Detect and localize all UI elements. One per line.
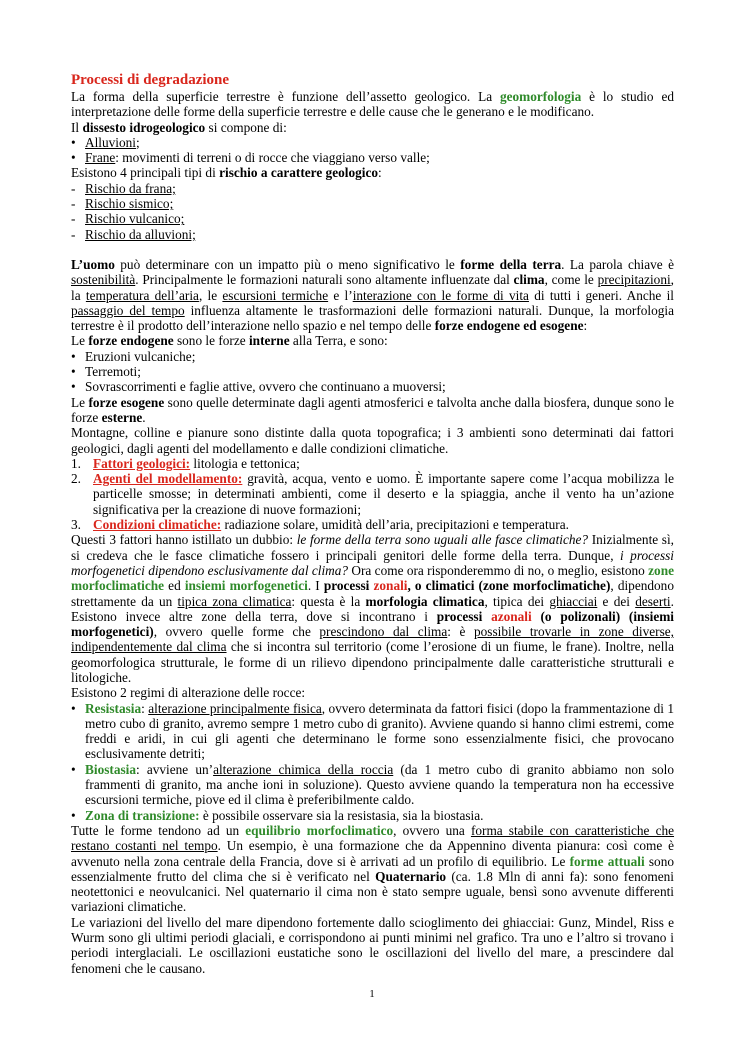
list-item: [71, 808, 674, 823]
text: Tutte le forme tendono ad un: [71, 822, 246, 838]
underlined-text: deserti: [635, 593, 671, 609]
text: può determinare con un impatto più o meno significativo le: [114, 256, 461, 272]
term: esterne: [101, 409, 143, 425]
term-rischio: rischio a carattere geologico: [219, 165, 378, 181]
term: azonali: [491, 608, 532, 624]
list-item: [71, 517, 674, 532]
text: , la: [71, 272, 674, 303]
underlined-text: possibile trovarle in zone diverse, indipendentemente dal clima: [71, 624, 674, 655]
text: alla Terra, e sono:: [289, 333, 388, 349]
underlined-text: temperatura dell’aria: [85, 287, 199, 303]
text: Il: [71, 119, 83, 135]
underlined-text: prescindono dal clima: [319, 624, 448, 640]
list-number: 3.: [71, 517, 81, 533]
list-item-text: , ovvero determinata da fattori fisici (dopo la frammentazione di 1 metro cubo di granito, avremo sempre 1 metro cubo di granito). Avviene quando si hanno climi estremi, come freddi e aridi, in cui gli agenti che determinano le forme sono essenzialmente fisici, che provocano esclusivamente detriti;: [85, 700, 674, 762]
term: processi: [323, 578, 374, 594]
text: . Un esempio, è una formazione che da Appennino diventa pianura: così come è avvenuto nella zona centrale della Francia, dove si è arrivati ad un profilo di equilibrio. Le: [71, 838, 674, 869]
text: , ovvero una: [393, 822, 471, 838]
term: forme attuali: [569, 853, 645, 869]
text: . Esistono invece altre zone della terra, dove si incontrano i: [71, 593, 674, 624]
text: , come le: [544, 272, 598, 288]
text: . I: [307, 578, 324, 594]
list-item: • Sovrascorrimenti e faglie attive, ovvero che continuano a muoversi;: [71, 379, 674, 394]
list-item: [71, 471, 674, 517]
underlined-text: escursioni termiche: [222, 287, 329, 303]
dissesto-paragraph: [71, 120, 674, 135]
rischi-list: [71, 181, 674, 242]
text: , ovvero quelle forme che: [153, 624, 320, 640]
underlined-text: sostenibilità: [71, 272, 136, 288]
text: è lo studio ed interpretazione delle forme della superficie terrestre e delle cause che le generano e le modificano.: [71, 89, 674, 120]
text: , tipica dei: [484, 593, 550, 609]
spacer: [71, 242, 674, 257]
text: e l’: [328, 287, 353, 303]
text: :: [378, 165, 382, 181]
ambienti-paragraph: Montagne, colline e pianure sono distinte dalla quota topografica; i 3 ambienti sono determinati dai fattori geologici, dagli agenti del modellamento e dalle condizioni climatiche.: [71, 425, 674, 456]
term-geomorfologia: geomorfologia: [499, 89, 582, 104]
mare-paragraph: Le variazioni del livello del mare dipendono fortemente dallo scioglimento dei ghiacciai: Gunz, Mindel, Riss e Wurm sono gli ultimi periodi glaciali, e corrispondono ai punti minimi nel grafico. Tra uno e l’altro si trovano i periodi interglaciali. Le oscillazioni eustatiche sono le oscillazioni del livello del mare, a prescindere dal fenomeni che le causano.: [71, 914, 674, 976]
list-item-text: Rischio da alluvioni;: [85, 226, 196, 242]
list-item: [71, 456, 674, 471]
underlined-text: alterazione chimica della roccia: [213, 761, 394, 777]
text: , dipendono strettamente da un: [71, 578, 674, 609]
underlined-text: alterazione principalmente fisica: [148, 700, 322, 716]
term: forme della terra: [460, 256, 562, 272]
text: Questi 3 fattori hanno istillato un dubbio:: [71, 532, 297, 548]
text: sono le forze: [173, 333, 249, 349]
list-item-text: Rischio da frana;: [85, 180, 176, 196]
list-item-text: radiazione solare, umidità dell’aria, precipitazioni e temperatura.: [221, 517, 569, 533]
list-item-term: Biostasia: [85, 761, 136, 777]
list-item: • Eruzioni vulcaniche;: [71, 349, 674, 364]
list-item-text: litologia e tettonica;: [190, 455, 300, 471]
text: .: [142, 409, 146, 425]
term: forze endogene ed esogene: [434, 318, 584, 334]
list-item-term: Agenti del modellamento:: [93, 471, 243, 487]
list-item-term: Alluvioni: [85, 134, 136, 150]
list-item-text: gravità, acqua, vento e uomo. È importante sapere come l’acqua mobilizza le particelle smosse; in determinati ambienti, come il deserto e la spiaggia, anche il vento ha un’azione significativa per la creazione di nuove formazioni;: [93, 471, 675, 517]
text: si compone di:: [205, 119, 287, 135]
list-item-term: Resistasia: [85, 700, 142, 716]
term: , o climatici (zone morfoclimatiche): [407, 578, 611, 594]
list-item: [71, 135, 674, 150]
list-item: [71, 762, 674, 808]
list-item: • Terremoti;: [71, 364, 674, 379]
list-item-text: è possibile osservare sia la resistasia, sia la biostasia.: [199, 807, 484, 823]
text: Esistono 4 principali tipi di: [71, 165, 220, 181]
text: Le: [71, 333, 89, 349]
list-number: 2.: [71, 471, 81, 487]
term-dissesto: dissesto idrogeologico: [82, 119, 206, 135]
esogene-paragraph: [71, 395, 674, 426]
text: La forma della superficie terrestre è funzione dell’assetto geologico. La: [71, 89, 500, 104]
document-page: [71, 72, 674, 976]
term: morfologia climatica: [365, 593, 485, 609]
text: di tutti i generi. Anche il: [528, 287, 674, 303]
list-item-text: (da 1 metro cubo di granito abbiamo non solo frammenti di granito, ma anche ioni in soluzione). Questo avviene quando la temperatura non ha eccessive escursioni termiche, piove ed il clima è preferibilmente caldo.: [85, 761, 675, 808]
list-item-term: Condizioni climatiche:: [93, 517, 222, 533]
underlined-text: passaggio del tempo: [71, 302, 185, 318]
list-item: [71, 701, 674, 762]
section-title: Processi di degradazione: [71, 72, 230, 88]
text: Ora come ora risponderemmo di no, o meglio, esistono: [348, 562, 649, 578]
text: Le: [71, 394, 89, 410]
list-item-text: : avviene un’: [135, 761, 214, 777]
italic-text: le forme della terra sono uguali alle fasce climatiche?: [296, 532, 589, 548]
list-item-text: :: [141, 700, 149, 716]
list-item-term: Fattori geologici:: [93, 455, 191, 471]
rischi-paragraph: [71, 165, 674, 180]
text: , le: [198, 287, 223, 303]
list-item-term: Frane: [85, 150, 116, 166]
list-item-text: ;: [135, 134, 140, 150]
term: zonali: [373, 578, 408, 594]
underlined-text: interazione con le forme di vita: [352, 287, 529, 303]
dissesto-list: [71, 135, 674, 166]
endogene-paragraph: [71, 333, 674, 348]
endogene-list: [71, 349, 674, 395]
term: insiemi morfogenetici: [184, 578, 308, 594]
term: Quaternario: [375, 868, 447, 884]
italic-text: i processi morfogenetici dipendono esclusivamente dal clima?: [71, 547, 674, 578]
text: sono quelle determinate dagli agenti atmosferici e talvolta anche dalla biosfera, dunque sono le forze: [71, 394, 674, 425]
term: clima: [513, 272, 545, 288]
text: sono essenzialmente frutto del clima che si è verificato nel: [71, 853, 674, 884]
dubbio-paragraph: [71, 532, 674, 685]
term: (o polizonali) (insiemi morfogenetici): [71, 608, 674, 640]
list-item: [71, 181, 674, 196]
term: processi: [436, 608, 492, 624]
underlined-text: precipitazioni: [597, 272, 671, 288]
term: zone morfoclimatiche: [71, 562, 674, 594]
text: influenza altamente le trasformazioni delle formazioni naturali. Dunque, la morfologia terrestre è il prodotto dell’interazione nello spazio e nel tempo delle: [71, 302, 674, 334]
equilibrio-paragraph: [71, 823, 674, 915]
underlined-text: tipica zona climatica: [177, 593, 292, 609]
underlined-text: ghiacciai: [549, 593, 598, 609]
term: forze endogene: [88, 333, 174, 349]
text: . Principalmente le formazioni naturali sono altamente influenzate dal: [135, 272, 514, 288]
list-item-text: Rischio sismico;: [85, 196, 174, 212]
uomo-paragraph: [71, 257, 674, 333]
fattori-list: [71, 456, 674, 532]
intro-paragraph: [71, 89, 674, 120]
term: interne: [248, 333, 290, 349]
text: : questa è la: [291, 593, 366, 609]
text: che si incontra sul territorio (come l’erosione di un fiume, le frane). Inoltre, nella geomorfologica strutturale, le forme di un rilievo dipendono principalmente dalle caratteristiche strutturali e litologiche.: [71, 639, 674, 685]
term: L’uomo: [71, 256, 115, 272]
text: . La parola chiave è: [561, 256, 674, 272]
text: ed: [164, 578, 185, 594]
underlined-text: forma stabile con caratteristiche che restano costanti nel tempo: [71, 822, 675, 854]
term: equilibrio morfoclimatico: [245, 822, 394, 838]
list-item-term: Zona di transizione:: [85, 807, 200, 823]
list-item-text: : movimenti di terreni o di rocce che viaggiano verso valle;: [115, 150, 430, 166]
text: Inizialmente sì, si credeva che le fasce climatiche fossero i principali genitori delle forme della terra. Dunque,: [71, 532, 674, 563]
list-item: [71, 196, 674, 211]
term: forze esogene: [88, 394, 165, 410]
text: : è: [447, 624, 474, 640]
text: e dei: [597, 593, 636, 609]
text: :: [583, 318, 588, 334]
regimi-list: [71, 701, 674, 823]
text: (ca. 1.8 Mln di anni fa): sono fenomeni neotettonici e neovulcanici. Nel quaternario il cima non è stato sempre uguale, bensì sono avvenute differenti variazioni climatiche.: [71, 868, 674, 915]
list-item: [71, 150, 674, 165]
list-item-text: Rischio vulcanico;: [85, 211, 185, 227]
page-number: 1: [369, 988, 375, 1000]
list-item: [71, 211, 674, 226]
list-item: [71, 227, 674, 242]
list-number: 1.: [71, 455, 81, 471]
regimi-paragraph: Esistono 2 regimi di alterazione delle rocce:: [71, 685, 306, 701]
